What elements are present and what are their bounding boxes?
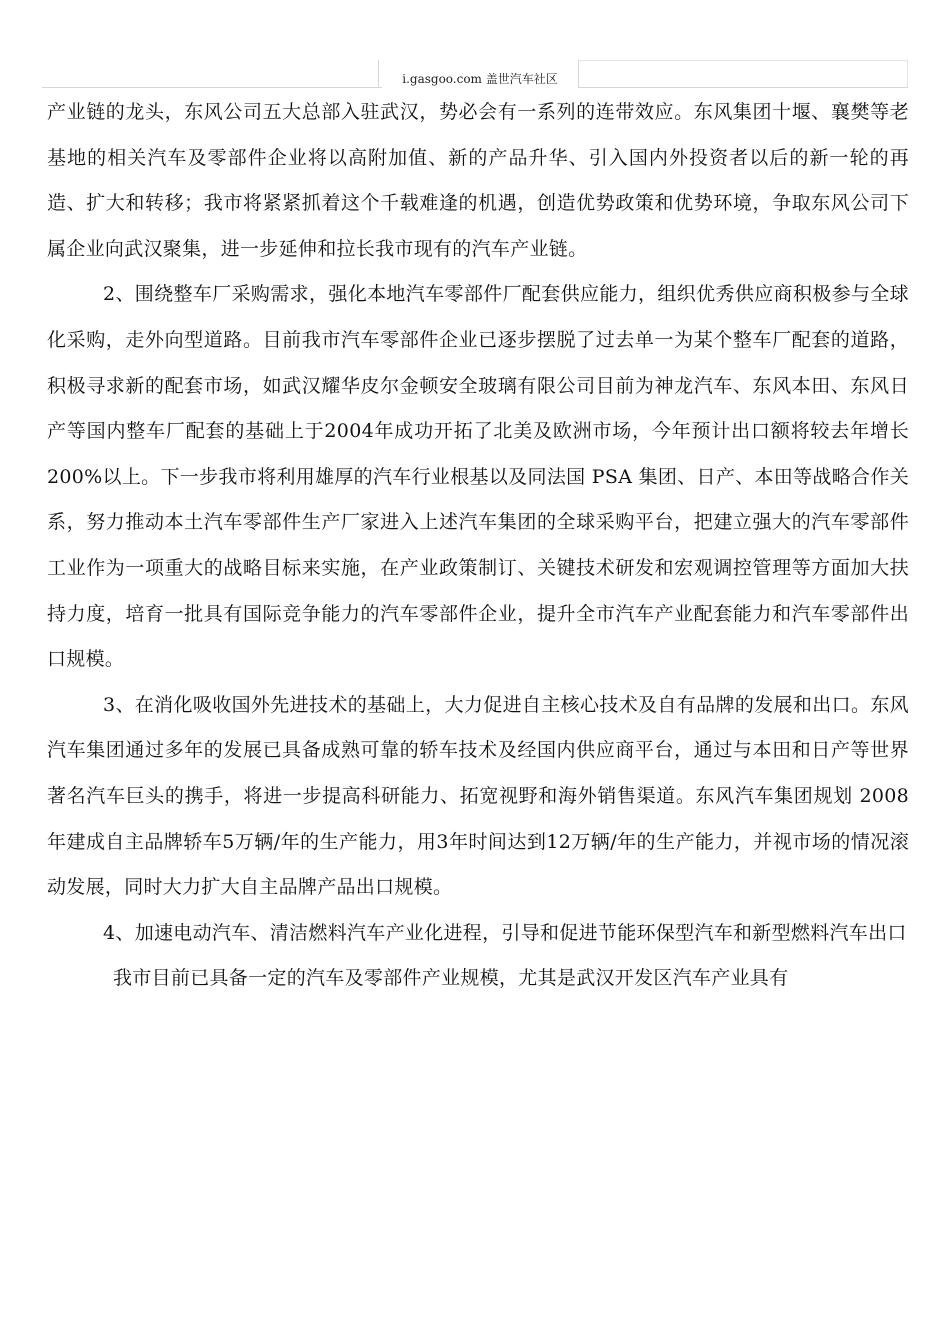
- header-divider-left: [378, 60, 379, 87]
- paragraph-final: 我市目前已具备一定的汽车及零部件产业规模，尤其是武汉开发区汽车产业具有: [113, 967, 789, 990]
- header-rule-right: [578, 87, 908, 88]
- paragraph-item-3: 3、在消化吸收国外先进技术的基础上，大力促进自主核心技术及自有品牌的发展和出口。东风汽车集团通过多年的发展已具备成熟可靠的轿车技术及经国内供应商平台，通过与本田和日产等世界著名汽车巨头的携手，将进一步提高科研能力、拓宽视野和海外销售渠道。东风汽车集团规划 2008年建成自主品牌轿车5万辆/年的生产能力，用3年时间达到12万辆/年的生产能力，并视市场的情况滚动发展，同时大力扩大自主品牌产品出口规模。: [47, 693, 909, 899]
- page-header: [42, 60, 908, 88]
- header-rule-top-right: [578, 60, 908, 61]
- header-rule-right-edge: [907, 60, 908, 87]
- paragraph-continuation: 产业链的龙头，东风公司五大总部入驻武汉，势必会有一系列的连带效应。东风集团十堰、襄樊等老基地的相关汽车及零部件企业将以高附加值、新的产品升华、引入国内外投资者以后的新一轮的再造、扩大和转移；我市将紧紧抓着这个千载难逢的机遇，创造优势政策和优势环境，争取东风公司下属企业向武汉聚集，进一步延伸和拉长我市现有的汽车产业链。: [47, 101, 909, 260]
- header-rule-left: [42, 87, 382, 88]
- header-divider-right: [578, 60, 579, 87]
- paragraph-item-2: 2、围绕整车厂采购需求，强化本地汽车零部件厂配套供应能力，组织优秀供应商积极参与全球化采购，走外向型道路。目前我市汽车零部件企业已逐步摆脱了过去单一为某个整车厂配套的道路，积极寻求新的配套市场，如武汉耀华皮尔金顿安全玻璃有限公司目前为神龙汽车、东风本田、东风日产等国内整车厂配套的基础上于2004年成功开拓了北美及欧洲市场，今年预计出口额将较去年增长200%以上。下一步我市将利用雄厚的汽车行业根基以及同法国 PSA 集团、日产、本田等战略合作关系，努力推动本土汽车零部件生产厂家进入上述汽车集团的全球采购平台，把建立强大的汽车零部件工业作为一项重大的战略目标来实施，在产业政策制订、关键技术研发和宏观调控管理等方面加大扶持力度，培育一批具有国际竞争能力的汽车零部件企业，提升全市汽车产业配套能力和汽车零部件出口规模。: [47, 283, 909, 671]
- document-body: [47, 90, 909, 1002]
- header-site-label: i.gasgoo.com 盖世汽车社区: [402, 72, 558, 86]
- paragraph-item-4: 4、加速电动汽车、清洁燃料汽车产业化进程，引导和促进节能环保型汽车和新型燃料汽车出口: [103, 921, 907, 944]
